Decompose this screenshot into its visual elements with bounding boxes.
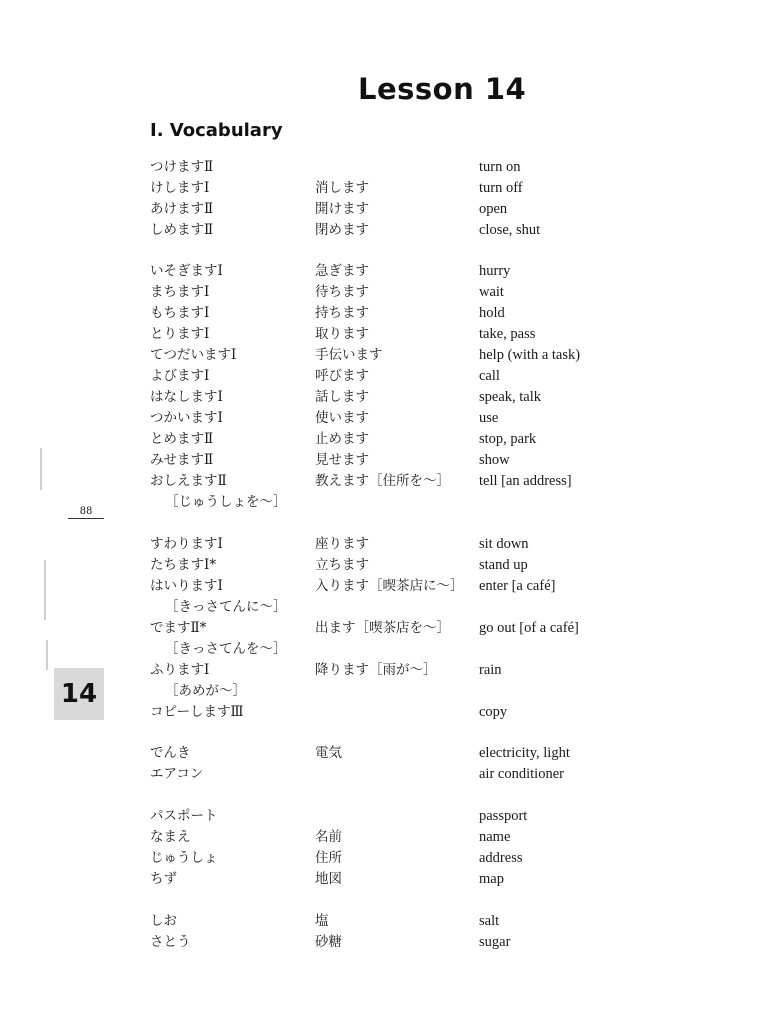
- vocab-row: [0, 660, 768, 680]
- page-number: 88: [68, 506, 104, 519]
- kana-reading: はいりますⅠ: [150, 578, 223, 594]
- vocab-subrow: [0, 639, 768, 659]
- kana-reading: しお: [150, 913, 177, 929]
- kana-reading: ちず: [150, 871, 177, 887]
- vocab-row: [0, 618, 768, 638]
- english-meaning: call: [479, 368, 500, 384]
- kanji-form: 急ぎます: [315, 263, 369, 279]
- vocab-row: [0, 932, 768, 952]
- kana-reading: なまえ: [150, 829, 191, 845]
- vocab-row: [0, 743, 768, 763]
- english-meaning: turn on: [479, 159, 521, 175]
- kanji-form: 消します: [315, 180, 369, 196]
- kana-reading: たちますⅠ*: [150, 557, 217, 573]
- vocab-row: [0, 471, 768, 491]
- kanji-form: 住所: [315, 850, 342, 866]
- vocab-row: [0, 429, 768, 449]
- english-meaning: tell [an address]: [479, 473, 572, 489]
- vocab-row: [0, 702, 768, 722]
- english-meaning: sugar: [479, 934, 511, 950]
- kana-reading: でますⅡ*: [150, 620, 207, 636]
- english-meaning: sit down: [479, 536, 529, 552]
- vocab-row: [0, 157, 768, 177]
- scan-edge-mark: [46, 640, 48, 670]
- kana-reading: エアコン: [150, 766, 204, 782]
- english-meaning: electricity, light: [479, 745, 570, 761]
- kana-reading: もちますⅠ: [150, 305, 210, 321]
- kana-reading: てつだいますⅠ: [150, 347, 237, 363]
- english-meaning: enter [a café]: [479, 578, 556, 594]
- kana-reading: さとう: [150, 934, 191, 950]
- kanji-form: 取ります: [315, 326, 369, 342]
- vocab-subrow: [0, 681, 768, 701]
- scan-edge-mark: [44, 560, 46, 620]
- vocab-row: [0, 366, 768, 386]
- chapter-tab: 14: [54, 668, 104, 720]
- kana-reading: コピーしますⅢ: [150, 704, 244, 720]
- vocab-row: [0, 178, 768, 198]
- section-title: I. Vocabulary: [150, 120, 283, 141]
- english-meaning: hurry: [479, 263, 511, 279]
- english-meaning: stand up: [479, 557, 528, 573]
- lesson-title: Lesson 14: [358, 72, 527, 106]
- vocab-subrow: [0, 597, 768, 617]
- english-meaning: use: [479, 410, 499, 426]
- english-meaning: name: [479, 829, 511, 845]
- english-meaning: wait: [479, 284, 504, 300]
- vocab-row: [0, 869, 768, 889]
- kanji-form: 話します: [315, 389, 369, 405]
- vocab-row: [0, 806, 768, 826]
- english-meaning: stop, park: [479, 431, 537, 447]
- english-meaning: air conditioner: [479, 766, 564, 782]
- vocab-row: [0, 387, 768, 407]
- english-meaning: salt: [479, 913, 500, 929]
- vocab-row: [0, 220, 768, 240]
- english-meaning: turn off: [479, 180, 523, 196]
- english-meaning: take, pass: [479, 326, 536, 342]
- english-meaning: copy: [479, 704, 508, 720]
- kana-reading: すわりますⅠ: [150, 536, 223, 552]
- english-meaning: address: [479, 850, 523, 866]
- english-meaning: speak, talk: [479, 389, 542, 405]
- kana-reading: じゅうしょ: [150, 850, 218, 866]
- kanji-form: 入ります［喫茶店に～］: [315, 578, 464, 594]
- vocab-row: [0, 199, 768, 219]
- kana-reading: パスポート: [150, 808, 218, 824]
- vocab-row: [0, 576, 768, 596]
- vocab-row: [0, 827, 768, 847]
- kana-particle-note: ［あめが～］: [165, 683, 246, 699]
- english-meaning: show: [479, 452, 510, 468]
- kanji-form: 止めます: [315, 431, 369, 447]
- kanji-form: 砂糖: [315, 934, 342, 950]
- english-meaning: hold: [479, 305, 505, 321]
- kana-reading: けしますⅠ: [150, 180, 210, 196]
- kana-particle-note: ［きっさてんを～］: [165, 641, 287, 657]
- kanji-form: 座ります: [315, 536, 369, 552]
- kanji-form: 開けます: [315, 201, 369, 217]
- vocab-row: [0, 303, 768, 323]
- kanji-form: 電気: [315, 745, 342, 761]
- kanji-form: 呼びます: [315, 368, 369, 384]
- kana-reading: とりますⅠ: [150, 326, 210, 342]
- vocab-row: [0, 555, 768, 575]
- kana-reading: よびますⅠ: [150, 368, 210, 384]
- english-meaning: go out [of a café]: [479, 620, 579, 636]
- kanji-form: 持ちます: [315, 305, 369, 321]
- kana-reading: でんき: [150, 745, 191, 761]
- vocab-row: [0, 345, 768, 365]
- english-meaning: help (with a task): [479, 347, 581, 363]
- kanji-form: 塩: [315, 913, 329, 929]
- kanji-form: 名前: [315, 829, 342, 845]
- english-meaning: map: [479, 871, 504, 887]
- vocab-row: [0, 534, 768, 554]
- vocab-row: [0, 408, 768, 428]
- english-meaning: passport: [479, 808, 528, 824]
- kana-reading: とめますⅡ: [150, 431, 214, 447]
- vocab-row: [0, 764, 768, 784]
- english-meaning: rain: [479, 662, 502, 678]
- kanji-form: 手伝います: [315, 347, 383, 363]
- kanji-form: 教えます［住所を～］: [315, 473, 450, 489]
- english-meaning: close, shut: [479, 222, 541, 238]
- kana-reading: はなしますⅠ: [150, 389, 223, 405]
- kana-particle-note: ［じゅうしょを～］: [165, 494, 287, 510]
- kanji-form: 閉めます: [315, 222, 369, 238]
- vocab-row: [0, 324, 768, 344]
- kana-reading: まちますⅠ: [150, 284, 210, 300]
- vocab-row: [0, 282, 768, 302]
- vocab-row: [0, 450, 768, 470]
- kanji-form: 待ちます: [315, 284, 369, 300]
- kana-reading: つかいますⅠ: [150, 410, 223, 426]
- scan-edge-mark: [40, 448, 42, 490]
- kana-reading: ふりますⅠ: [150, 662, 210, 678]
- kanji-form: 出ます［喫茶店を～］: [315, 620, 450, 636]
- kanji-form: 使います: [315, 410, 369, 426]
- kana-reading: つけますⅡ: [150, 159, 214, 175]
- vocab-row: [0, 848, 768, 868]
- kanji-form: 地図: [315, 871, 342, 887]
- kanji-form: 立ちます: [315, 557, 369, 573]
- kanji-form: 降ります［雨が～］: [315, 662, 437, 678]
- vocab-row: [0, 911, 768, 931]
- kana-reading: しめますⅡ: [150, 222, 214, 238]
- kana-reading: おしえますⅡ: [150, 473, 227, 489]
- kanji-form: 見せます: [315, 452, 369, 468]
- vocab-row: [0, 261, 768, 281]
- kana-reading: いそぎますⅠ: [150, 263, 223, 279]
- kana-particle-note: ［きっさてんに～］: [165, 599, 287, 615]
- kana-reading: あけますⅡ: [150, 201, 214, 217]
- kana-reading: みせますⅡ: [150, 452, 214, 468]
- english-meaning: open: [479, 201, 508, 217]
- vocab-subrow: [0, 492, 768, 512]
